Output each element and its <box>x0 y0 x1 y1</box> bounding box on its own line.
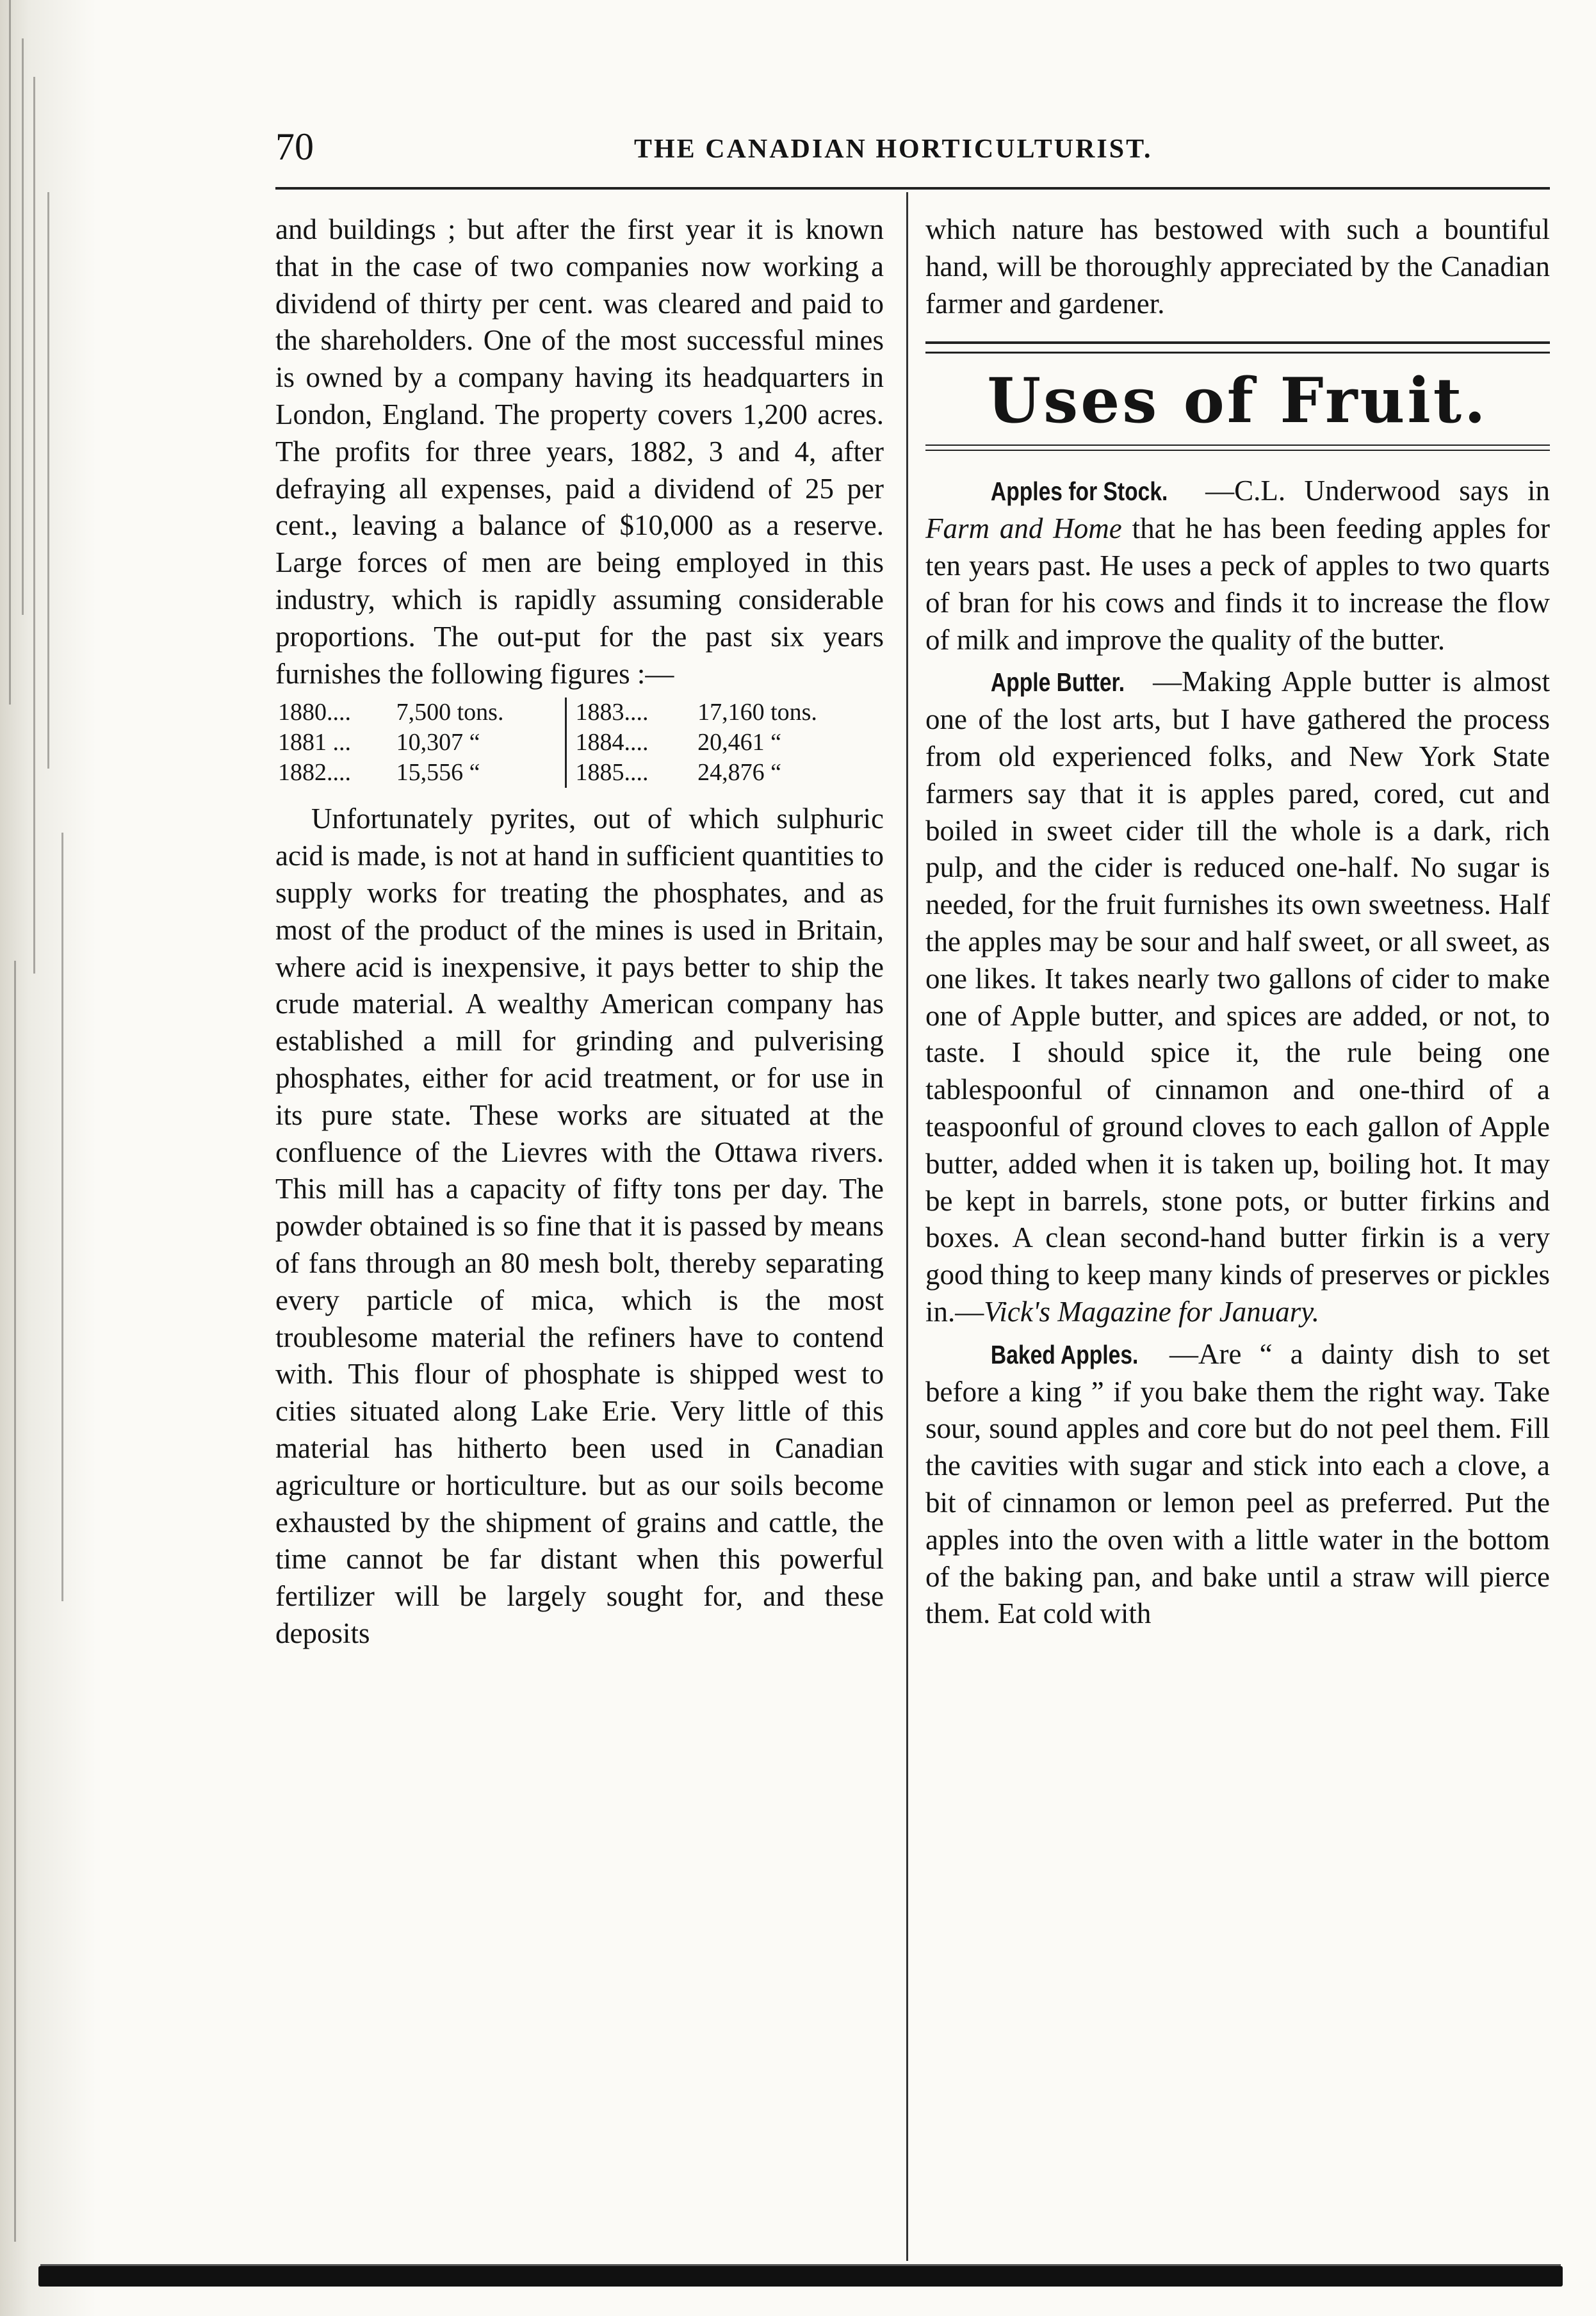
tons-cell: 17,160 tons. <box>697 699 817 726</box>
source-citation: Vick's Magazine for January. <box>984 1295 1319 1328</box>
article-text: —C.L. Underwood says in <box>1205 475 1550 507</box>
section-title: Uses of Fruit. <box>987 364 1488 437</box>
header-rule <box>275 187 1550 190</box>
section-rule-top <box>925 341 1550 354</box>
output-figures-table <box>275 697 884 788</box>
table-row <box>275 728 884 758</box>
tons-cell: 20,461 “ <box>697 729 781 756</box>
year-cell: 1883.... <box>566 697 695 728</box>
year-cell: 1880.... <box>278 699 351 726</box>
article-heading: Apple Butter. <box>990 667 1125 697</box>
left-column <box>275 211 884 1652</box>
running-title: THE CANADIAN HORTICULTURIST. <box>634 135 1153 164</box>
tons-cell: 15,556 “ <box>396 759 480 787</box>
article-text: —Are “ a dainty dish to set before a king ” if you bake them the right way. Take sour, sound apples and core but do not peel them. Fill the cavities with sugar and stick into each a clove, a bit of cinnamon or lemon peel as preferred. Put the apples into the oven with a little water in the bottom of the baking pan, and bake until a straw will pierce them. Eat cold with <box>925 1337 1550 1630</box>
article-baked-apples <box>925 1336 1550 1633</box>
source-citation: Farm and Home <box>925 512 1122 545</box>
right-column <box>925 211 1550 1633</box>
article-apples-for-stock <box>925 473 1550 658</box>
column-divider <box>906 192 908 2261</box>
table-row <box>275 758 884 788</box>
year-cell: 1885.... <box>566 758 695 788</box>
article-text: that he has been feeding apples for ten years past. He uses a peck of apples to two quarts of bran for his cows and finds it to increase the flow of milk and improve the quality of the butter. <box>925 512 1551 656</box>
tons-cell: 7,500 tons. <box>396 699 504 726</box>
paragraph: Unfortunately pyrites, out of which sulphuric acid is made, is not at hand in sufficient quantities to supply works for treating the phosphates, and as most of the product of the mines is used in Britain, where acid is inexpensive, it pays better to ship the crude material. A wealthy American company has established a mill for grinding and pulverising phosphates, either for acid treatment, or for use in its pure state. These works are situated at the confluence of the Lievres with the Ottawa rivers. This mill has a capacity of fifty tons per day. The powder obtained is so fine that it is passed by means of fans through an 80 mesh bolt, thereby separating every particle of mica, which is the most troublesome material the refiners have to contend with. This flour of phosphate is shipped west to cities situated along Lake Erie. Very little of this material has hitherto been used in Canadian agriculture or horticulture. but as our soils become exhausted by the shipment of grains and cattle, the time cannot be far distant when this powerful fertilizer will be largely sought for, and these deposits <box>275 803 884 1649</box>
scan-bottom-edge <box>38 2266 1563 2287</box>
tons-cell: 24,876 “ <box>697 759 781 787</box>
tons-cell: 10,307 “ <box>396 729 480 756</box>
article-text: —Making Apple butter is almost one of the lost arts, but I have gathered the process from old experienced folks, and New York State farmers say that it is apples pared, cored, cut and boiled in sweet cider till the whole is a dark, rich pulp, and the cider is reduced one-half. No sugar is needed, for the fruit furnishes its own sweetness. Half the apples may be sour and half sweet, or all sweet, as one likes. It takes nearly two gallons of cider to make one of Apple butter, and spices are added, or not, to taste. I should spice it, the rule being one tablespoonful of cinnamon and one-third of a teaspoonful of ground cloves to each gallon of Apple butter, added when it is taken up, boiling hot. It may be kept in barrels, stone pots, or butter firkins and boxes. A clean second-hand butter firkin is a very good thing to keep many kinds of preserves or pickles in.— <box>925 665 1550 1328</box>
year-cell: 1881 ... <box>278 729 351 756</box>
section-rule-bottom <box>925 444 1550 451</box>
table-row <box>275 697 884 728</box>
page-header <box>275 125 1550 170</box>
paragraph: which nature has bestowed with such a bountiful hand, will be thoroughly appreciated by the Canadian farmer and gardener. <box>925 213 1550 320</box>
year-cell: 1884.... <box>566 728 695 758</box>
paragraph: and buildings ; but after the first year it is known that in the case of two companies now working a dividend of thirty per cent. was cleared and paid to the shareholders. One of the most successful mines is owned by a company having its headquarters in London, England. The property covers 1,200 acres. The profits for three years, 1882, 3 and 4, after defraying all expenses, paid a dividend of 25 per cent., leaving a balance of $10,000 as a reserve. Large forces of men are being employed in this industry, which is rapidly assuming considerable proportions. The out-put for the past six years furnishes the following figures :— <box>275 213 884 690</box>
page-number: 70 <box>275 126 314 168</box>
article-apple-butter <box>925 664 1550 1330</box>
article-heading: Baked Apples. <box>990 1339 1139 1369</box>
article-heading: Apples for Stock. <box>990 477 1168 507</box>
year-cell: 1882.... <box>278 759 351 787</box>
scan-binding-edge <box>0 0 96 2316</box>
